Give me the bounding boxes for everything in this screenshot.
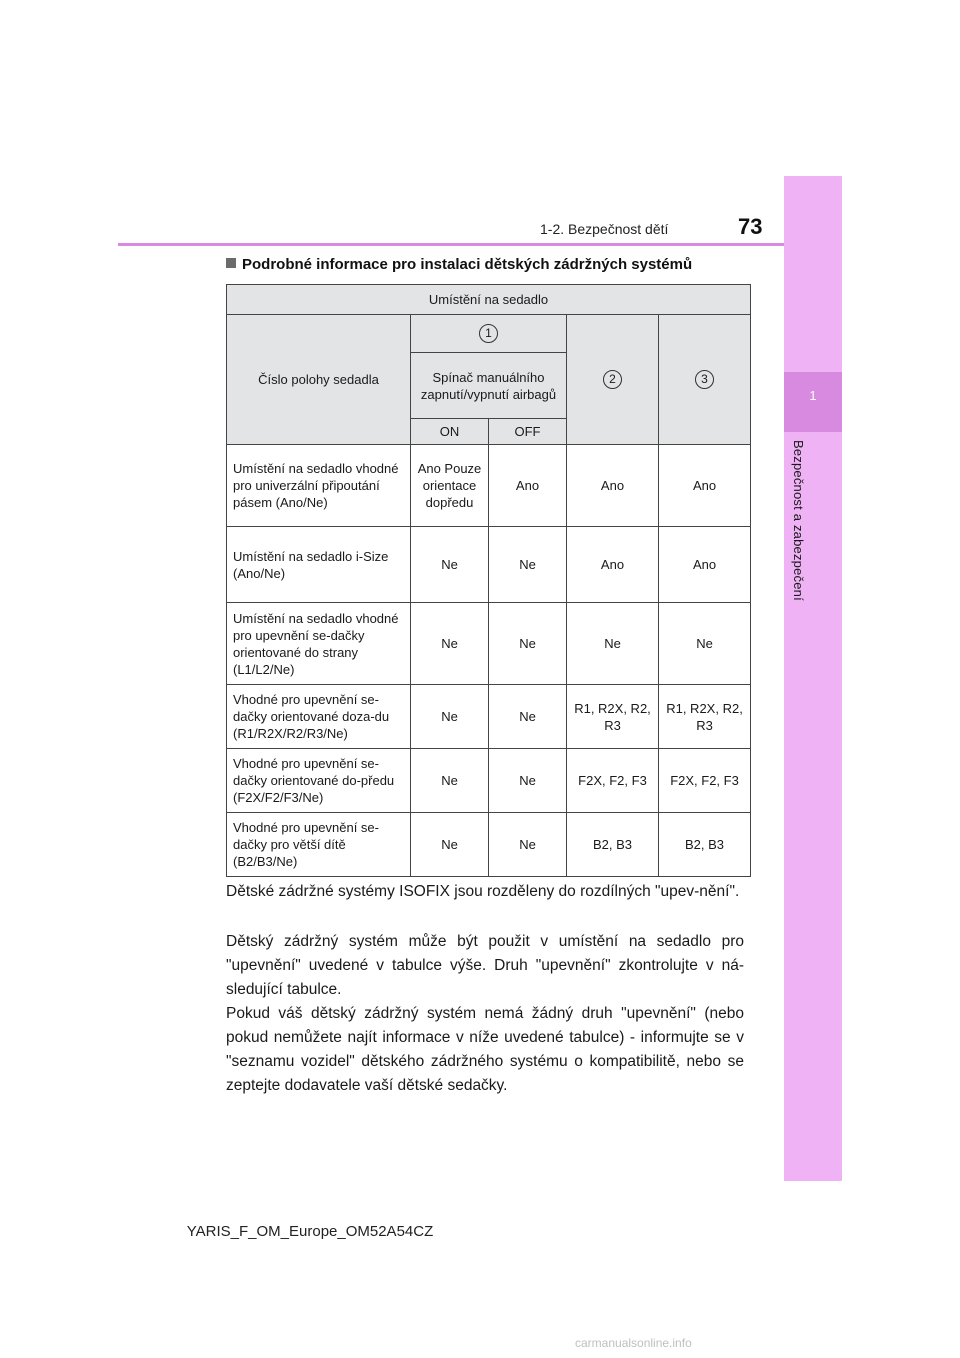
airbag-switch-header: Spínač manuálního zapnutí/vypnutí airbagů bbox=[411, 353, 567, 419]
square-bullet-icon bbox=[226, 258, 236, 268]
paragraph-compatibility: Pokud váš dětský zádržný systém nemá žádný druh "upevnění" (nebo pokud nemůžete najít informace v níže uvedené tabulce) - informujte se v "seznamu vozidel" dětského zádržného systému o kompatibilitě, nebo se zeptejte dodavatele vaší dětské sedačky. bbox=[226, 1005, 744, 1094]
cell-on: Ne bbox=[411, 685, 489, 749]
cell-off: Ne bbox=[489, 685, 567, 749]
table-row bbox=[227, 685, 751, 749]
subheading bbox=[226, 256, 692, 273]
position-3-number: 3 bbox=[695, 370, 714, 389]
cell-position-2: Ano bbox=[567, 445, 659, 527]
side-chapter-tab bbox=[784, 176, 842, 1181]
position-2-header bbox=[567, 315, 659, 445]
on-header: ON bbox=[411, 419, 489, 445]
seat-position-table bbox=[226, 284, 751, 877]
chapter-number: 1 bbox=[809, 388, 817, 403]
table-row bbox=[227, 527, 751, 603]
cell-position-3: Ne bbox=[659, 603, 751, 685]
table-row bbox=[227, 445, 751, 527]
cell-off: Ano bbox=[489, 445, 567, 527]
row-header: Číslo polohy sedadla bbox=[227, 315, 411, 445]
section-title: 1-2. Bezpečnost dětí bbox=[540, 221, 669, 237]
cell-position-2: Ne bbox=[567, 603, 659, 685]
cell-off: Ne bbox=[489, 527, 567, 603]
row-label: Vhodné pro upevnění se-dačky orientované do-předu (F2X/F2/F3/Ne) bbox=[227, 749, 411, 813]
table-row bbox=[227, 603, 751, 685]
header-rule bbox=[118, 243, 784, 246]
paragraph-usage: Dětský zádržný systém může být použit v umístění na sedadlo pro "upevnění" uvedené v tabulce výše. Druh "upevnění" zkontrolujte v ná-sledující tabulce. bbox=[226, 933, 744, 998]
position-1-header bbox=[411, 315, 567, 353]
table-row bbox=[227, 813, 751, 877]
cell-on: Ne bbox=[411, 749, 489, 813]
table-row bbox=[227, 749, 751, 813]
cell-off: Ne bbox=[489, 603, 567, 685]
row-label: Umístění na sedadlo i-Size (Ano/Ne) bbox=[227, 527, 411, 603]
table-title: Umístění na sedadlo bbox=[227, 285, 751, 315]
chapter-label: Bezpečnost a zabezpečení bbox=[791, 440, 806, 601]
cell-on: Ano Pouze orientace dopředu bbox=[411, 445, 489, 527]
cell-position-3: Ano bbox=[659, 445, 751, 527]
row-label: Vhodné pro upevnění se-dačky pro větší dítě (B2/B3/Ne) bbox=[227, 813, 411, 877]
cell-on: Ne bbox=[411, 603, 489, 685]
row-label: Umístění na sedadlo vhodné pro upevnění se-dačky orientované do strany (L1/L2/Ne) bbox=[227, 603, 411, 685]
cell-position-3: R1, R2X, R2, R3 bbox=[659, 685, 751, 749]
cell-position-3: B2, B3 bbox=[659, 813, 751, 877]
cell-off: Ne bbox=[489, 749, 567, 813]
cell-position-3: Ano bbox=[659, 527, 751, 603]
row-label: Umístění na sedadlo vhodné pro univerzální připoutání pásem (Ano/Ne) bbox=[227, 445, 411, 527]
watermark: carmanualsonline.info bbox=[575, 1336, 692, 1350]
cell-on: Ne bbox=[411, 527, 489, 603]
cell-off: Ne bbox=[489, 813, 567, 877]
position-1-number: 1 bbox=[479, 324, 498, 343]
document-code: YARIS_F_OM_Europe_OM52A54CZ bbox=[186, 1223, 434, 1240]
paragraph-isofix: Dětské zádržné systémy ISOFIX jsou rozděleny do rozdílných "upev-nění". bbox=[226, 883, 740, 900]
off-header: OFF bbox=[489, 419, 567, 445]
cell-position-2: R1, R2X, R2, R3 bbox=[567, 685, 659, 749]
subheading-text: Podrobné informace pro instalaci dětských zádržných systémů bbox=[242, 256, 693, 273]
position-3-header bbox=[659, 315, 751, 445]
cell-position-3: F2X, F2, F3 bbox=[659, 749, 751, 813]
page-number: 73 bbox=[738, 214, 763, 239]
cell-position-2: Ano bbox=[567, 527, 659, 603]
cell-on: Ne bbox=[411, 813, 489, 877]
cell-position-2: F2X, F2, F3 bbox=[567, 749, 659, 813]
cell-position-2: B2, B3 bbox=[567, 813, 659, 877]
row-label: Vhodné pro upevnění se-dačky orientované doza-du (R1/R2X/R2/R3/Ne) bbox=[227, 685, 411, 749]
position-2-number: 2 bbox=[603, 370, 622, 389]
